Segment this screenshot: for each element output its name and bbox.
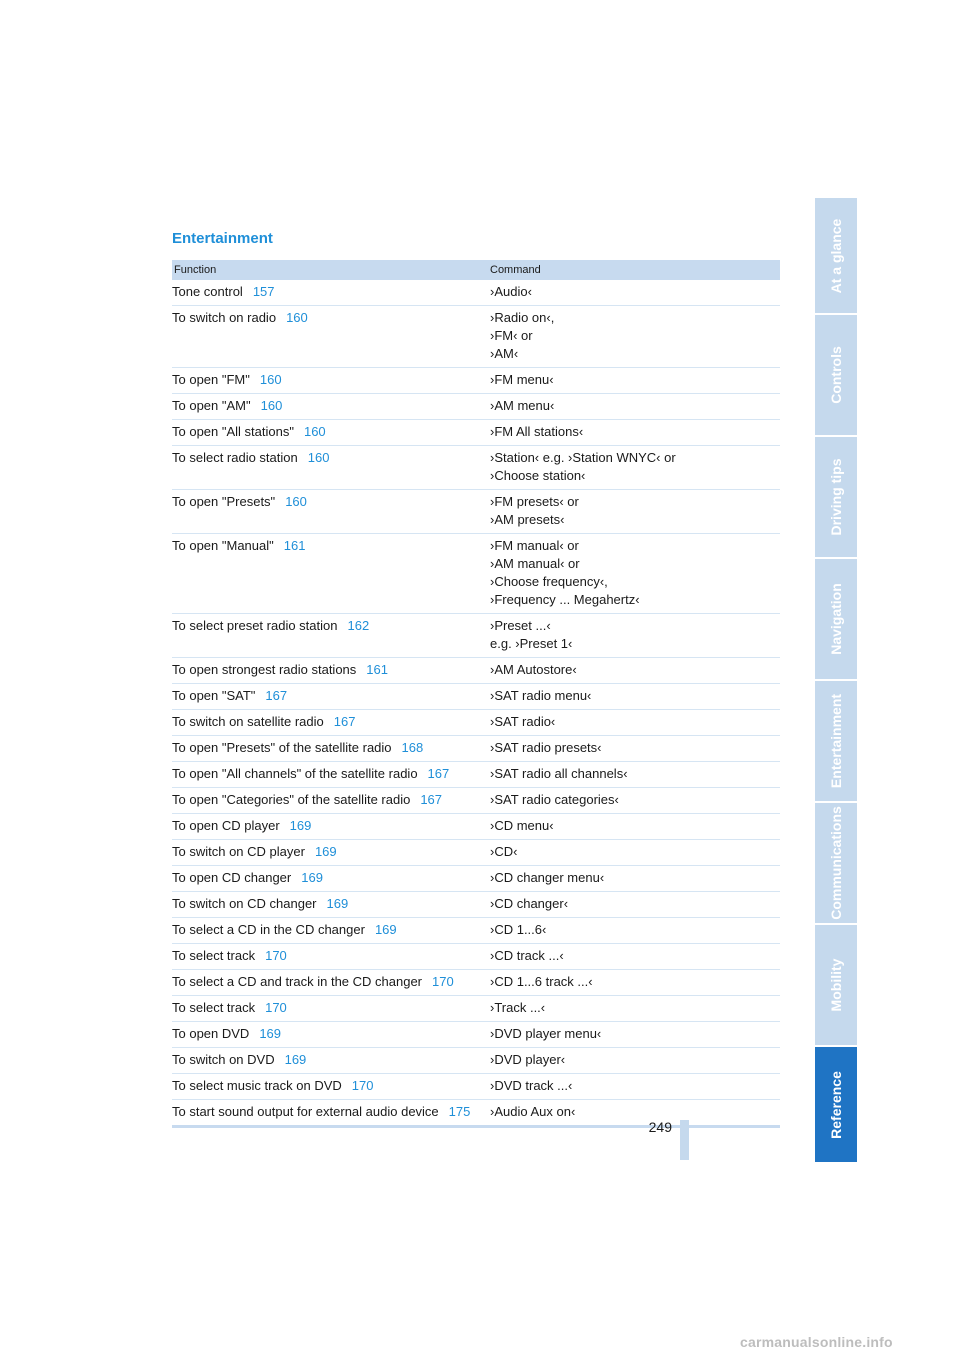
- command-text: ›SAT radio all channels‹: [490, 766, 628, 781]
- function-text: To open "All stations": [172, 424, 294, 439]
- chapter-tab-label: Communications: [828, 806, 844, 920]
- table-row: [172, 944, 780, 970]
- command-text: ›FM‹ or: [490, 328, 533, 343]
- command-text: ›SAT radio categories‹: [490, 792, 619, 807]
- table-row: [172, 710, 780, 736]
- command-text: ›SAT radio menu‹: [490, 688, 592, 703]
- chapter-tab-label: Reference: [828, 1070, 844, 1139]
- page-number: 249: [648, 1119, 672, 1135]
- function-cell: [172, 658, 488, 684]
- page-reference-link[interactable]: 160: [260, 398, 283, 413]
- function-text: To switch on CD player: [172, 844, 305, 859]
- command-cell: [488, 306, 780, 368]
- function-cell: [172, 1048, 488, 1074]
- page-marker-bar: [680, 1120, 689, 1160]
- function-cell: [172, 420, 488, 446]
- page-reference-link[interactable]: 169: [259, 1026, 282, 1041]
- command-cell: [488, 446, 780, 490]
- chapter-tab-label: At a glance: [828, 218, 844, 293]
- table-row: [172, 280, 780, 306]
- command-cell: [488, 996, 780, 1022]
- page-reference-link[interactable]: 160: [286, 310, 308, 325]
- command-cell: [488, 1022, 780, 1048]
- command-cell: [488, 490, 780, 534]
- function-text: To start sound output for external audio device: [172, 1104, 439, 1119]
- command-text: ›DVD player‹: [490, 1052, 566, 1067]
- chapter-tab-navigation[interactable]: [815, 559, 857, 681]
- function-text: To select track: [172, 1000, 256, 1015]
- table-row: [172, 814, 780, 840]
- command-text: ›AM manual‹ or: [490, 556, 580, 571]
- command-text: ›FM manual‹ or: [490, 538, 579, 553]
- function-cell: [172, 490, 488, 534]
- table-row: [172, 1022, 780, 1048]
- page-reference-link[interactable]: 167: [265, 688, 288, 703]
- command-text: e.g. ›Preset 1‹: [490, 636, 573, 651]
- function-cell: [172, 710, 488, 736]
- chapter-tab-label: Driving tips: [828, 458, 844, 536]
- function-cell: [172, 892, 488, 918]
- table-row: [172, 490, 780, 534]
- function-cell: [172, 762, 488, 788]
- command-cell: [488, 658, 780, 684]
- command-cell: [488, 814, 780, 840]
- command-text: ›DVD player menu‹: [490, 1026, 602, 1041]
- function-text: To open "AM": [172, 398, 251, 413]
- page-reference-link[interactable]: 161: [366, 662, 388, 677]
- page-reference-link[interactable]: 170: [265, 1000, 287, 1015]
- command-cell: [488, 394, 780, 420]
- table-row: [172, 394, 780, 420]
- function-cell: [172, 1100, 488, 1127]
- function-text: To open "FM": [172, 372, 250, 387]
- function-cell: [172, 788, 488, 814]
- function-cell: [172, 368, 488, 394]
- function-text: To open "Manual": [172, 538, 274, 553]
- command-text: ›Track ...‹: [490, 1000, 546, 1015]
- page-reference-link[interactable]: 169: [374, 922, 397, 937]
- page-reference-link[interactable]: 169: [289, 818, 312, 833]
- function-cell: [172, 944, 488, 970]
- function-cell: [172, 866, 488, 892]
- page-reference-link[interactable]: 168: [401, 740, 424, 755]
- chapter-tab-communications[interactable]: [815, 803, 857, 925]
- voice-command-table: [172, 260, 780, 1128]
- function-text: To open CD changer: [172, 870, 292, 885]
- function-cell: [172, 918, 488, 944]
- command-text: ›FM All stations‹: [490, 424, 584, 439]
- function-text: To select radio station: [172, 450, 298, 465]
- page-reference-link[interactable]: 169: [314, 844, 337, 859]
- section-title: Entertainment: [172, 230, 273, 247]
- command-cell: [488, 866, 780, 892]
- page-reference-link[interactable]: 169: [301, 870, 323, 885]
- command-cell: [488, 892, 780, 918]
- chapter-tab-controls[interactable]: [815, 315, 857, 437]
- page-reference-link[interactable]: 160: [303, 424, 326, 439]
- function-text: To open CD player: [172, 818, 280, 833]
- command-text: ›AM menu‹: [490, 398, 555, 413]
- command-cell: [488, 970, 780, 996]
- function-cell: [172, 996, 488, 1022]
- page-reference-link[interactable]: 170: [432, 974, 454, 989]
- command-cell: [488, 840, 780, 866]
- command-text: ›AM Autostore‹: [490, 662, 577, 677]
- function-cell: [172, 1074, 488, 1100]
- page-reference-link[interactable]: 167: [427, 766, 450, 781]
- command-cell: [488, 788, 780, 814]
- watermark: carmanualsonline.info: [740, 1334, 893, 1350]
- function-text: To select music track on DVD: [172, 1078, 342, 1093]
- command-text: ›Choose frequency‹,: [490, 574, 608, 589]
- command-text: ›CD menu‹: [490, 818, 554, 833]
- command-text: ›AM presets‹: [490, 512, 565, 527]
- page-reference-link[interactable]: 169: [326, 896, 349, 911]
- command-cell: [488, 918, 780, 944]
- page-reference-link[interactable]: 161: [283, 538, 306, 553]
- command-text: ›DVD track ...‹: [490, 1078, 573, 1093]
- page-reference-link[interactable]: 169: [284, 1052, 307, 1067]
- table-row: [172, 1074, 780, 1100]
- table-row: [172, 658, 780, 684]
- command-cell: [488, 368, 780, 394]
- function-text: Tone control: [172, 284, 243, 299]
- command-text: ›CD track ...‹: [490, 948, 564, 963]
- table-row: [172, 684, 780, 710]
- table-row: [172, 614, 780, 658]
- function-text: To select preset radio station: [172, 618, 338, 633]
- chapter-tab-entertainment[interactable]: [815, 681, 857, 803]
- command-cell: [488, 710, 780, 736]
- command-text: ›SAT radio‹: [490, 714, 556, 729]
- table-row: [172, 970, 780, 996]
- table-row: [172, 420, 780, 446]
- function-cell: [172, 280, 488, 306]
- function-text: To open DVD: [172, 1026, 250, 1041]
- command-text: ›Choose station‹: [490, 468, 586, 483]
- header-function: Function: [172, 260, 488, 280]
- table-row: [172, 306, 780, 368]
- function-text: To open "Presets": [172, 494, 276, 509]
- function-text: To open "Presets" of the satellite radio: [172, 740, 392, 755]
- chapter-tabs: [815, 198, 857, 1164]
- function-text: To open "Categories" of the satellite radio: [172, 792, 411, 807]
- table-row: [172, 788, 780, 814]
- function-text: To open "All channels" of the satellite radio: [172, 766, 418, 781]
- function-cell: [172, 534, 488, 614]
- function-cell: [172, 614, 488, 658]
- command-text: ›Preset ...‹: [490, 618, 551, 633]
- function-text: To open strongest radio stations: [172, 662, 357, 677]
- chapter-tab-label: Entertainment: [828, 693, 844, 789]
- chapter-tab-at-a-glance[interactable]: [815, 198, 857, 315]
- command-text: ›AM‹: [490, 346, 519, 361]
- command-cell: [488, 1048, 780, 1074]
- function-cell: [172, 1022, 488, 1048]
- chapter-tab-driving-tips[interactable]: [815, 437, 857, 559]
- command-text: ›CD‹: [490, 844, 518, 859]
- function-cell: [172, 306, 488, 368]
- function-text: To select track: [172, 948, 256, 963]
- command-text: ›FM menu‹: [490, 372, 554, 387]
- function-text: To switch on satellite radio: [172, 714, 324, 729]
- command-text: ›Station‹ e.g. ›Station WNYC‹ or: [490, 450, 676, 465]
- function-text: To switch on CD changer: [172, 896, 317, 911]
- page-reference-link[interactable]: 157: [252, 284, 275, 299]
- command-cell: [488, 736, 780, 762]
- command-cell: [488, 280, 780, 306]
- page-reference-link[interactable]: 160: [285, 494, 307, 509]
- function-cell: [172, 684, 488, 710]
- table-row: [172, 762, 780, 788]
- table-header-row: [172, 260, 780, 280]
- page-reference-link[interactable]: 170: [351, 1078, 374, 1093]
- table-row: [172, 892, 780, 918]
- function-cell: [172, 814, 488, 840]
- page-reference-link[interactable]: 175: [448, 1104, 471, 1119]
- chapter-tab-mobility[interactable]: [815, 925, 857, 1047]
- header-command: Command: [488, 260, 780, 280]
- command-text: ›Audio‹: [490, 284, 532, 299]
- command-cell: [488, 614, 780, 658]
- command-cell: [488, 1074, 780, 1100]
- table-row: [172, 996, 780, 1022]
- command-text: ›CD 1...6 track ...‹: [490, 974, 593, 989]
- table-row: [172, 1048, 780, 1074]
- function-text: To switch on DVD: [172, 1052, 275, 1067]
- command-text: ›CD changer menu‹: [490, 870, 605, 885]
- table-row: [172, 918, 780, 944]
- function-cell: [172, 446, 488, 490]
- command-cell: [488, 762, 780, 788]
- command-text: ›Frequency ... Megahertz‹: [490, 592, 640, 607]
- page-reference-link[interactable]: 162: [347, 618, 370, 633]
- chapter-tab-label: Navigation: [828, 583, 844, 655]
- command-text: ›Audio Aux on‹: [490, 1104, 576, 1119]
- page-reference-link[interactable]: 160: [259, 372, 282, 387]
- table-row: [172, 736, 780, 762]
- command-text: ›FM presets‹ or: [490, 494, 579, 509]
- command-text: ›CD 1...6‹: [490, 922, 547, 937]
- function-text: To select a CD and track in the CD changer: [172, 974, 423, 989]
- command-text: ›SAT radio presets‹: [490, 740, 602, 755]
- chapter-tab-label: Mobility: [828, 958, 844, 1012]
- command-text: ›Radio on‹,: [490, 310, 555, 325]
- function-text: To open "SAT": [172, 688, 256, 703]
- table-row: [172, 368, 780, 394]
- page-reference-link[interactable]: 160: [307, 450, 330, 465]
- command-cell: [488, 944, 780, 970]
- page-reference-link[interactable]: 167: [420, 792, 443, 807]
- table-row: [172, 866, 780, 892]
- function-text: To switch on radio: [172, 310, 277, 325]
- function-text: To select a CD in the CD changer: [172, 922, 365, 937]
- table-row: [172, 446, 780, 490]
- function-cell: [172, 840, 488, 866]
- page-reference-link[interactable]: 170: [265, 948, 287, 963]
- command-cell: [488, 684, 780, 710]
- chapter-tab-reference[interactable]: [815, 1047, 857, 1164]
- function-cell: [172, 736, 488, 762]
- command-cell: [488, 534, 780, 614]
- function-cell: [172, 970, 488, 996]
- function-cell: [172, 394, 488, 420]
- chapter-tab-label: Controls: [828, 346, 844, 404]
- command-cell: [488, 420, 780, 446]
- table-row: [172, 534, 780, 614]
- table-row: [172, 840, 780, 866]
- command-text: ›CD changer‹: [490, 896, 569, 911]
- page-reference-link[interactable]: 167: [333, 714, 356, 729]
